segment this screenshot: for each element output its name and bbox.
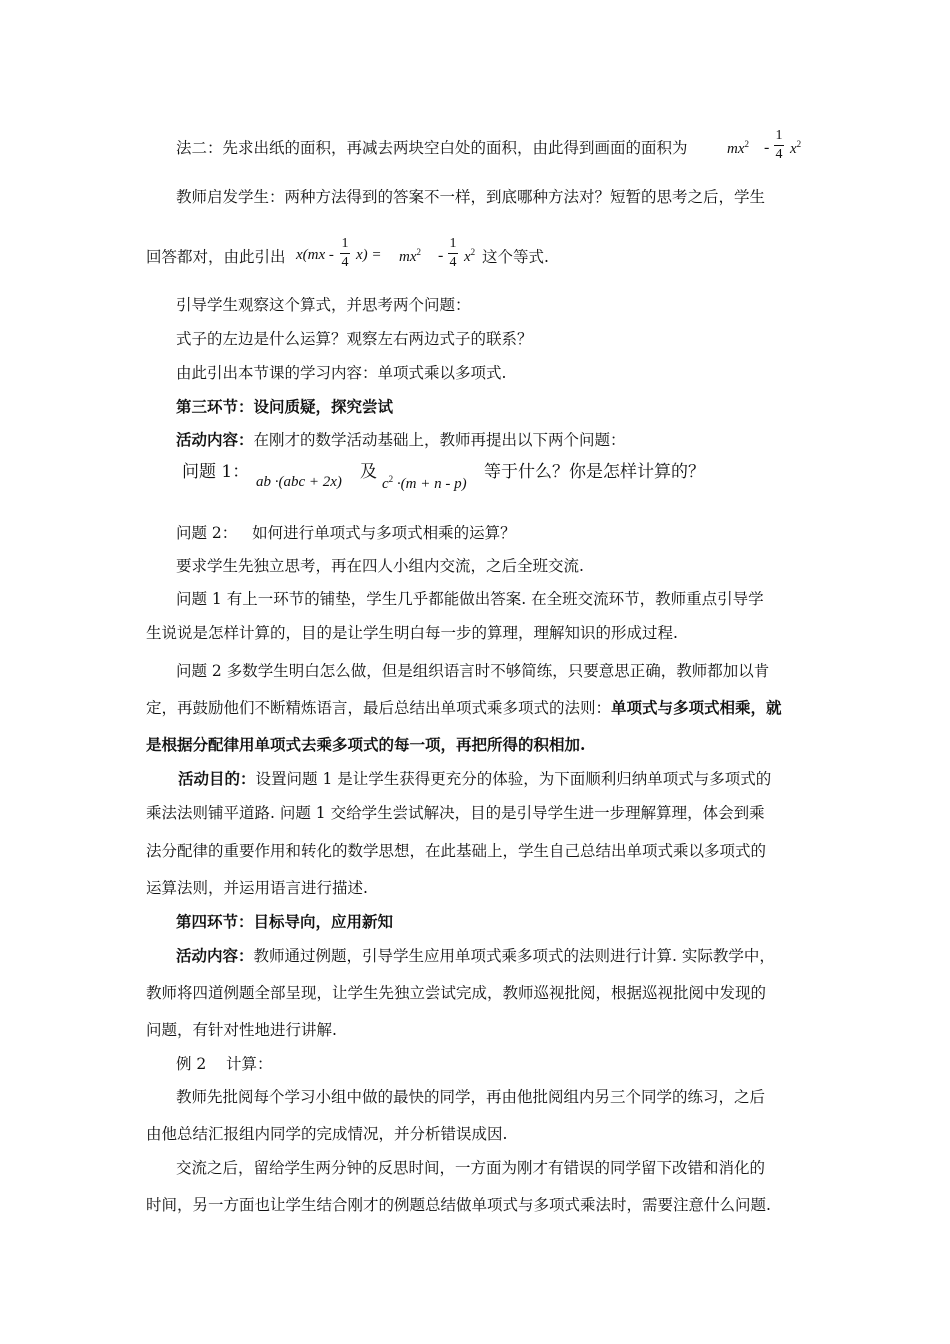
grading-line2: 由他总结汇报组内同学的完成情况，并分析错误成因. [146, 1125, 508, 1143]
question-one-expr1: ab ·(abc + 2x) [256, 474, 342, 490]
rule-intro-text: 定，再鼓励他们不断精炼语言，最后总结出单项式乘多项式的法则： [146, 699, 612, 717]
purpose-line3: 法分配律的重要作用和转化的数学思想，在此基础上，学生自己总结出单项式乘以多项式的 [146, 842, 767, 860]
equation-lhs-fraction [340, 236, 350, 271]
teacher-prompt-text: 教师启发学生：两种方法得到的答案不一样，到底哪种方法对？短暂的思考之后，学生 [176, 188, 766, 206]
method-two-text: 法二：先求出纸的面积，再减去两块空白处的面积，由此得到画面的面积为 [176, 139, 688, 157]
activity-content-text: 在刚才的数学活动基础上，教师再提出以下两个问题： [253, 431, 626, 449]
purpose-text1: 设置问题 1 是让学生获得更充分的体验，为下面顺利归纳单项式与多项式的 [255, 770, 772, 788]
formula-exponent: 2 [796, 139, 802, 149]
formula-minus: - [764, 139, 770, 156]
formula-exponent: 2 [744, 139, 749, 149]
purpose-line2: 乘法法则铺平道路. 问题 1 交给学生尝试解决，目的是引导学生进一步理解算理，体会到乘 [146, 804, 765, 822]
question-two-text: 问题 2： 如何进行单项式与多项式相乘的运算？ [176, 524, 516, 542]
section-four-heading: 第四环节：目标导向，应用新知 [176, 912, 394, 931]
purpose-line1 [178, 768, 771, 790]
equation-rhs-x: x [464, 249, 471, 265]
fraction-denominator: 4 [449, 255, 457, 270]
rule-text-part2: 是根据分配律用单项式去乘多项式的每一项，再把所得的积相加. [146, 735, 586, 754]
activity-content-two-line2: 教师将四道例题全部呈现，让学生先独立尝试完成，教师巡视批阅，根据巡视批阅中发现的 [146, 984, 767, 1002]
equation-lhs-part1: x(mx - [296, 247, 334, 263]
guide-text: 引导学生观察这个算式，并思考两个问题： [176, 296, 471, 314]
question-one-and: 及 [360, 462, 377, 482]
fraction-numerator: 1 [449, 236, 457, 251]
independent-thinking-text: 要求学生先独立思考，再在四人小组内交流，之后全班交流. [176, 557, 584, 575]
reflection-line1: 交流之后，留给学生两分钟的反思时间，一方面为刚才有错误的同学留下改错和消化的 [176, 1159, 766, 1177]
equation-rhs-fraction [448, 236, 458, 271]
formula-exponent: 2 [470, 247, 476, 257]
question-one-label: 问题 1： [182, 462, 250, 482]
equation-lhs-part2: x) = [356, 247, 382, 263]
q1-discussion-line1: 问题 1 有上一环节的铺垫，学生几乎都能做出答案. 在全班交流环节，教师重点引导学 [176, 590, 764, 608]
question-one-expr2 [382, 474, 467, 493]
q2-discussion-line2 [146, 697, 782, 719]
expr2-base: c [382, 476, 389, 492]
lesson-content-text: 由此引出本节课的学习内容：单项式乘以多项式. [176, 364, 507, 382]
section-three-heading: 第三环节：设问质疑，探究尝试 [176, 397, 394, 416]
activity-content-two-line1 [176, 945, 775, 967]
equation-intro-text: 回答都对，由此引出 [146, 248, 286, 266]
equation-rhs-minus: - [438, 247, 444, 264]
grading-line1: 教师先批阅每个学习小组中做的最快的同学，再由他批阅组内另三个同学的练习，之后 [176, 1088, 766, 1106]
fraction-bar [774, 145, 784, 146]
purpose-line4: 运算法则，并运用语言进行描述. [146, 879, 368, 897]
activity-content-two-line3: 问题，有针对性地进行讲解. [146, 1021, 337, 1039]
activity-content-line [176, 429, 626, 451]
expr2-exponent: 2 [388, 474, 394, 484]
fraction-denominator: 4 [341, 255, 349, 270]
equation-rhs-mx: mx [399, 249, 417, 265]
purpose-label: 活动目的： [178, 769, 256, 788]
fraction-numerator: 1 [341, 236, 349, 251]
activity-content-two-label: 活动内容： [176, 946, 254, 965]
q1-discussion-line2: 生说说是怎样计算的，目的是让学生明白每一步的算理，理解知识的形成过程. [146, 624, 678, 642]
fraction-bar [448, 253, 458, 254]
example-two-label: 例 2 计算： [176, 1055, 273, 1073]
fraction-numerator: 1 [775, 128, 783, 143]
formula-term-x: x [790, 141, 797, 157]
activity-content-two-text1: 教师通过例题，引导学生应用单项式乘多项式的法则进行计算. 实际教学中， [253, 947, 775, 965]
formula-exponent: 2 [416, 247, 421, 257]
expr2-rest: ·(m + n - p) [396, 476, 467, 492]
equation-outro-text: 这个等式. [482, 248, 549, 266]
activity-content-label: 活动内容： [176, 430, 254, 449]
question-text: 式子的左边是什么运算？观察左右两边式子的联系？ [176, 330, 533, 348]
reflection-line2: 时间，另一方面也让学生结合刚才的例题总结做单项式与多项式乘法时，需要注意什么问题. [146, 1196, 771, 1214]
fraction-bar [340, 253, 350, 254]
formula-term-mx: mx [727, 141, 745, 157]
question-one-tail: 等于什么？你是怎样计算的？ [484, 462, 705, 482]
formula-fraction [774, 128, 784, 163]
fraction-denominator: 4 [775, 147, 783, 162]
q2-discussion-line1: 问题 2 多数学生明白怎么做，但是组织语言时不够简练，只要意思正确，教师都加以肯 [176, 662, 770, 680]
rule-text-part1: 单项式与多项式相乘，就 [611, 698, 782, 717]
